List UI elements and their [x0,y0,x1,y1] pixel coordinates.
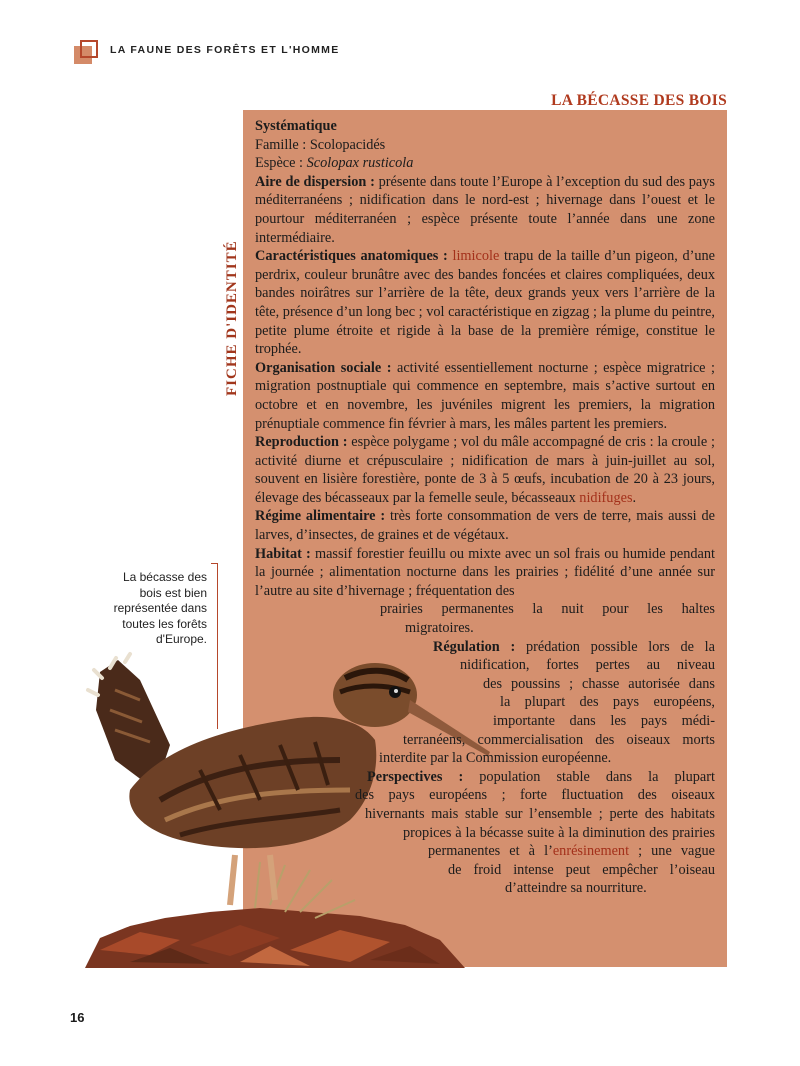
reproduction-end: . [632,489,637,506]
reproduction-label: Reproduction : [255,434,352,451]
section-aire [255,173,715,247]
espece-text: Scolopax rusticola [306,155,414,172]
image-caption: La bécasse des bois est bien représentée dans toutes les forêts d'Europe. [113,570,207,646]
regulation-line: interdite par la Commission européenne. [379,750,612,767]
aire-label: Aire de dispersion : [255,173,379,190]
habitat-tail [255,600,715,637]
section-regulation [255,638,715,768]
perspectives-term: enrésinement [552,843,630,860]
perspectives-line: hivernants mais stable sur l’ensemble ; perte des habitats [365,805,715,822]
section-perspectives [255,768,715,898]
famille-text: Scolopacidés [309,136,386,153]
section-reproduction [255,433,715,507]
regulation-line: nidification, fortes pertes au niveau [460,657,715,674]
organisation-text: activité essentiellement nocturne ; espèce migratrice ; migration postnuptiale qui commence en septembre, mais s’active surtout en octobre et en novembre, les juvéniles migrent les premiers, la migration prénuptiale commence fin février à mars, les mâles partent les premiers. [255,359,715,432]
organisation-label: Organisation sociale : [255,359,397,376]
regulation-line: prédation possible lors de la [525,638,715,655]
page-title: LA BÉCASSE DES BOIS [551,92,727,109]
caracteristiques-term: limicole [452,248,500,265]
section-caracteristiques [255,247,715,359]
overlapping-squares-icon [74,40,102,68]
running-header: LA FAUNE DES FORÊTS ET L'HOMME [110,44,340,56]
caracteristiques-label: Caractéristiques anatomiques : [255,248,453,265]
regulation-line: terranéens, commercialisation des oiseaux morts [403,731,715,748]
identity-card-content [255,117,715,898]
perspectives-line: d’atteindre sa nourriture. [505,880,647,897]
side-label: FICHE D'IDENTITÉ [224,240,240,396]
regime-label: Régime alimentaire : [255,508,390,525]
section-systematique [255,117,715,136]
perspectives-pre-term: permanentes et à l’ [428,843,553,860]
espece-label: Espèce : [255,155,307,172]
habitat-tail-line: prairies permanentes la nuit pour les haltes [380,601,715,618]
section-espece [255,154,715,173]
regulation-line: des poussins ; chasse autorisée dans [483,675,715,692]
perspectives-line: de froid intense peut empêcher l’oiseau [448,861,715,878]
systematique-label: Systématique [255,118,337,134]
regulation-label: Régulation : [433,638,526,655]
perspectives-post-term: ; une vague [629,843,715,860]
perspectives-line: des pays européens ; forte fluctuation des oiseaux [355,787,715,804]
perspectives-label: Perspectives : [367,768,480,785]
perspectives-line: population stable dans la plupart [479,768,715,785]
famille-label: Famille : [255,136,310,153]
perspectives-first-line [367,768,715,787]
perspectives-term-line [428,842,715,861]
caption-leader-line [211,563,218,729]
reproduction-term: nidifuges [579,489,633,506]
regulation-line: la plupart des pays européens, [500,694,715,711]
reproduction-text: espèce polygame ; vol du mâle accompagné de cris : la croule ; activité diurne et crépusculaire ; nidification de mars à juin-juillet au sol, souvent en lisière forestière, ponte de 3 à 5 œufs, incubation de 20 à 23 jours, élevage des bécasseaux par la femelle seule, bécasseaux [255,434,715,506]
section-organisation [255,359,715,433]
regulation-line: importante dans les pays médi- [493,713,715,729]
page-number: 16 [70,1010,85,1025]
habitat-tail-line: migratoires. [405,620,474,637]
habitat-label: Habitat : [255,545,315,562]
section-habitat [255,545,715,601]
habitat-text: massif forestier feuillu ou mixte avec un sol frais ou humide pendant la journée ; alimentation nocturne dans les prairies ; fidélité d’une année sur l’autre au site d’hivernage ; fréquentation des [255,545,715,599]
caracteristiques-text: trapu de la taille d’un pigeon, d’une perdrix, couleur brunâtre avec des bandes foncées et claires compliquées, deux bandes noirâtres sur l’arrière de la tête, deux grands yeux vers l’arrière de la tête, présence d’un long bec ; vol caractéristique en zigzag ; la plume du peintre, petite plume étroite et rigide à la base de la première rémige, constitue le trophée. [255,248,716,358]
section-famille [255,136,715,155]
regulation-first-line [433,638,715,657]
aire-text: présente dans toute l’Europe à l’exception du sud des pays méditerranéens ; nidification dans le nord-est ; hivernage dans l’ouest et le pourtour méditerranéen ; espèce présente toute l’année dans une zone intermédiaire. [255,173,715,246]
regime-text: très forte consommation de vers de terre, mais aussi de larves, d’insectes, de graines et de végétaux. [255,508,715,544]
section-regime [255,507,715,544]
perspectives-line: propices à la bécasse suite à la diminution des prairies [403,824,715,841]
